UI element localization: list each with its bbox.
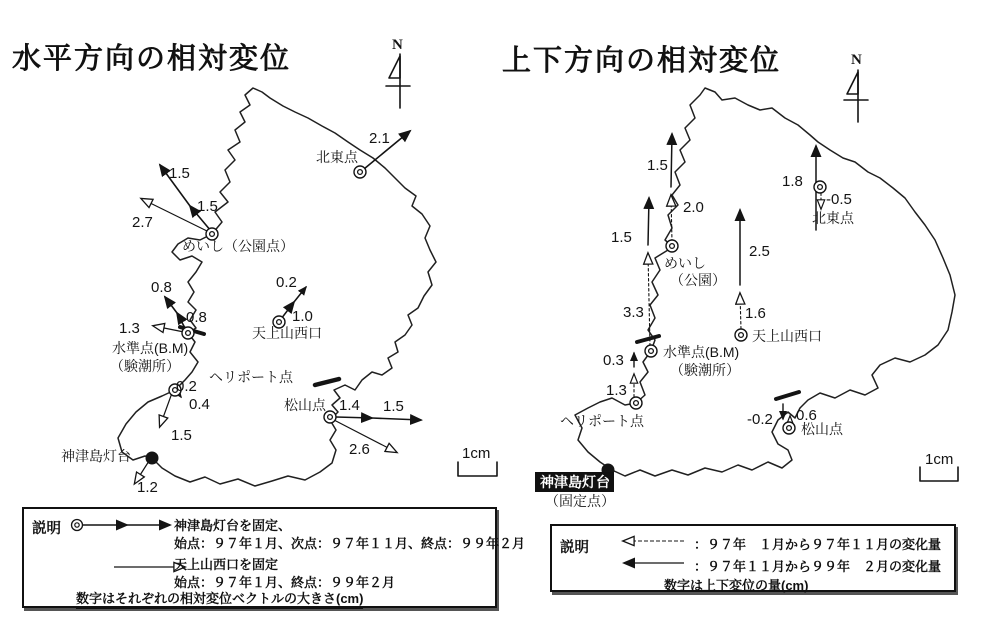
- legend-text: 神津島灯台を固定、: [174, 518, 292, 533]
- value-label: 1.5: [171, 427, 192, 444]
- value-label: 2.6: [349, 441, 370, 458]
- value-label: 1.6: [745, 305, 766, 322]
- station-label: 松山点: [284, 397, 326, 413]
- legend-text: 始点：９７年１月、次点：９７年１１月、終点：９９年２月: [174, 536, 526, 551]
- scale-bar-bracket: [920, 467, 958, 481]
- displacement-vector: [336, 417, 421, 420]
- horizontal-map: [61, 37, 497, 496]
- value-label: 1.0: [292, 308, 313, 325]
- legend-text: 天上山西口を固定: [174, 557, 279, 572]
- station-meishi: [132, 165, 294, 254]
- north-label: N: [851, 52, 862, 68]
- displacement-vector-open: [160, 393, 172, 426]
- value-label: 1.5: [383, 398, 404, 415]
- displacement-vector: [165, 297, 186, 330]
- value-label: 2.5: [749, 243, 770, 260]
- station-label: 水準点(B.M): [663, 344, 740, 360]
- right-map-title: 上下方向の相対変位: [502, 45, 782, 77]
- north-arrow-icon: [844, 70, 868, 122]
- pier-bar: [637, 336, 659, 342]
- uplift-vector-open: [740, 294, 741, 329]
- legend-text: ：９７年１１月から９９年 ２月の変化量: [694, 559, 942, 574]
- station-label: 松山点: [801, 421, 843, 437]
- value-label: -0.5: [826, 191, 852, 208]
- station-label: めいし: [664, 255, 706, 271]
- scale-label: 1cm: [462, 445, 491, 462]
- legend-heading: 説明: [560, 540, 589, 556]
- station-marker-outer: [630, 397, 642, 409]
- horizontal-legend-box: [22, 507, 526, 608]
- station-label: 北東点: [316, 149, 358, 165]
- legend-heading: 説明: [32, 521, 61, 537]
- legend-symbol-open-arrow: [610, 534, 690, 548]
- station-marker-outer: [735, 329, 747, 341]
- station-suijun: [611, 198, 740, 378]
- north-label: N: [392, 37, 403, 53]
- pier-bar: [315, 379, 339, 385]
- station-marker-outer: [645, 345, 657, 357]
- legend-text: ：９７年 １月から９７年１１月の変化量: [694, 537, 942, 552]
- station-todai: [61, 448, 159, 496]
- station-label: 北東点: [812, 210, 854, 226]
- scale-bar: [920, 451, 958, 481]
- station-label: 天上山西口: [752, 328, 822, 344]
- station-marker-outer: [354, 166, 366, 178]
- legend-symbol-filled-arrow: [610, 556, 690, 570]
- legend-footer: 数字は上下変位の量(cm): [664, 578, 809, 593]
- uplift-vector-open: [671, 196, 672, 242]
- station-marker-outer: [72, 520, 83, 531]
- station-sublabel: （固定点）: [545, 493, 615, 509]
- scale-label: 1cm: [925, 451, 954, 468]
- lighthouse-marker: [146, 452, 159, 465]
- scale-bar-bracket: [458, 462, 497, 476]
- station-heli: [160, 369, 294, 444]
- station-label: ヘリポート点: [209, 369, 293, 385]
- station-hokuto: [316, 130, 410, 178]
- north-arrow-flag: [389, 56, 400, 78]
- value-label: 0.8: [151, 279, 172, 296]
- station-todai-fixed: [535, 464, 615, 510]
- legend-footer: 数字はそれぞれの相対変位ベクトルの大きさ(cm): [76, 588, 363, 609]
- vertical-legend-box: [550, 524, 956, 592]
- station-marker-outer: [666, 240, 678, 252]
- value-label: 1.5: [197, 198, 218, 215]
- value-label: 0.2: [276, 274, 297, 291]
- value-label: 0.4: [189, 396, 210, 413]
- north-arrow-icon: [386, 54, 410, 108]
- station-sublabel: （公園）: [670, 272, 726, 288]
- station-label: 天上山西口: [252, 325, 322, 341]
- value-label: 1.4: [339, 397, 360, 414]
- pier-bar: [776, 392, 799, 399]
- value-label: 0.2: [176, 378, 197, 395]
- value-label: 1.2: [137, 479, 158, 496]
- value-label: 0.3: [603, 352, 624, 369]
- station-matsu: [284, 397, 421, 458]
- value-label: 1.5: [647, 157, 668, 174]
- station-label: 神津島灯台: [540, 474, 610, 490]
- station-matsu: [747, 404, 844, 437]
- left-map-title: 水平方向の相対変位: [12, 43, 292, 75]
- station-label: ヘリポート点: [560, 413, 644, 429]
- value-label: 2.0: [683, 199, 704, 216]
- uplift-vector-fill: [671, 134, 672, 187]
- station-label: 神津島灯台: [61, 448, 131, 464]
- value-label: -0.2: [747, 411, 773, 428]
- station-tenjo: [252, 274, 322, 341]
- value-label: 3.3: [623, 304, 644, 321]
- value-label: 1.5: [611, 229, 632, 246]
- value-label: 1.8: [782, 173, 803, 190]
- station-marker-outer: [182, 327, 194, 339]
- north-arrow-flag: [847, 72, 858, 94]
- station-tenjo: [735, 210, 822, 344]
- value-label: 0.8: [186, 309, 207, 326]
- legend-symbol-double-arrow: [70, 516, 188, 534]
- uplift-vector-fill: [648, 198, 649, 245]
- station-heli: [560, 352, 645, 429]
- scale-bar: [458, 445, 497, 476]
- value-label: 0.6: [796, 407, 817, 424]
- value-label: 2.7: [132, 214, 153, 231]
- station-label: 水準点(B.M): [112, 340, 189, 356]
- value-label: 1.5: [169, 165, 190, 182]
- station-marker-outer: [814, 181, 826, 193]
- value-label: 1.3: [606, 382, 627, 399]
- vertical-map: [535, 52, 958, 509]
- station-label: めいし（公園点）: [182, 238, 294, 254]
- station-sublabel: （験潮所）: [670, 362, 740, 378]
- station-sublabel: （験潮所）: [110, 358, 180, 374]
- legend-text: 始点：９７年１月、終点：９９年２月: [174, 575, 396, 590]
- station-suijun: [110, 279, 207, 374]
- value-label: 2.1: [369, 130, 390, 147]
- value-label: 1.3: [119, 320, 140, 337]
- station-marker-outer: [783, 422, 795, 434]
- station-meishi: [647, 134, 726, 288]
